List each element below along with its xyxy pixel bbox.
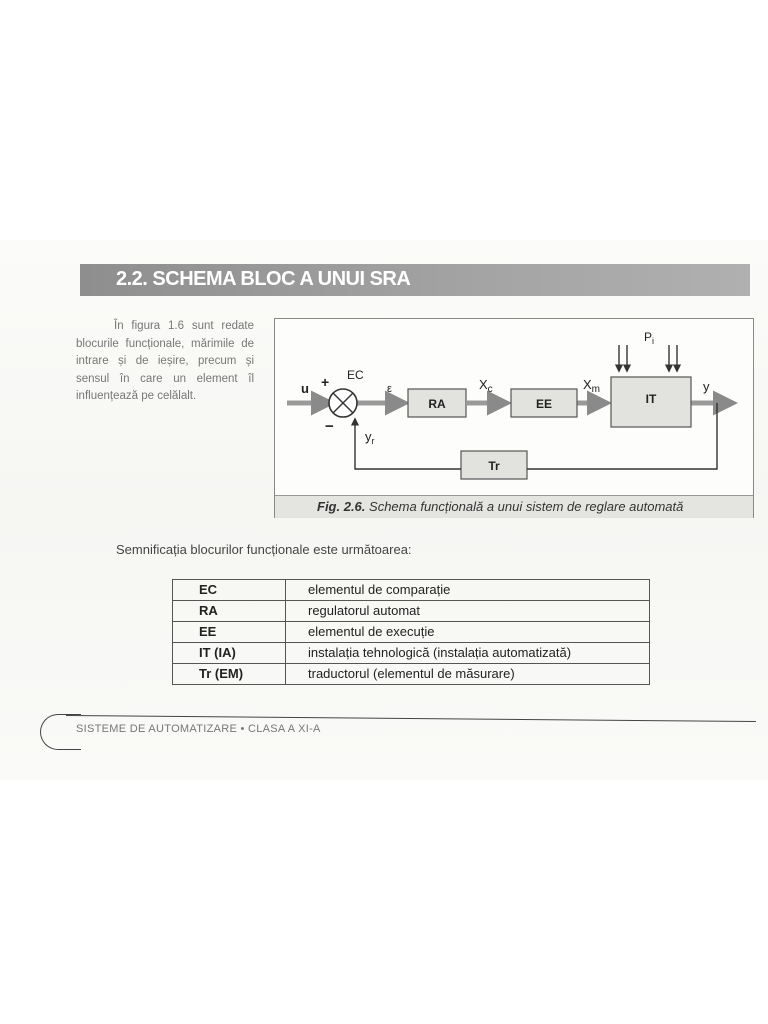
block-diagram: [275, 319, 753, 495]
figure-caption-bar: [275, 495, 753, 518]
figure-caption-label: Fig. 2.6.: [317, 499, 366, 514]
table-cell-abbr: EE: [173, 622, 286, 643]
figure-caption: [317, 499, 683, 514]
table-row: [173, 622, 650, 643]
label-xm: $X_m$: [583, 377, 601, 395]
table-cell-abbr: RA: [173, 601, 286, 622]
table-cell-abbr: IT (IA): [173, 643, 286, 664]
figure-caption-text: Schema funcțională a unui sistem de reglare automată: [369, 499, 684, 514]
block-it-label: IT: [645, 392, 657, 406]
intro-paragraph: În figura 1.6 sunt redate blocurile funcționale, mărimile de intrare și de ieșire, precum și sensul în care un element îl influențează pe celălalt.: [76, 320, 254, 402]
footer-text: SISTEME DE AUTOMATIZARE • CLASA A XI-A: [76, 723, 321, 735]
section-header: [80, 264, 750, 296]
block-tr-label: Tr: [488, 459, 500, 473]
label-pi: $P_i$: [644, 330, 655, 346]
block-ee-label: EE: [535, 397, 553, 411]
table-cell-desc: regulatorul automat: [286, 601, 650, 622]
table-row: [173, 664, 650, 685]
figure-frame: [274, 318, 754, 518]
table-cell-abbr: EC: [173, 580, 286, 601]
table-cell-desc: instalația tehnologică (instalația automatizată): [286, 643, 650, 664]
section-title: 2.2. SCHEMA BLOC A UNUI SRA: [116, 268, 411, 290]
label-epsilon: ε: [387, 383, 392, 395]
label-yr: $y_r$: [365, 429, 375, 446]
label-minus: −: [325, 418, 334, 435]
meaning-intro: Semnificația blocurilor funcționale este următoarea:: [116, 542, 412, 557]
label-y: y: [703, 379, 710, 394]
blocks-table: [172, 579, 650, 685]
table-row: [173, 643, 650, 664]
table-row: [173, 580, 650, 601]
comparator-ec: [329, 389, 357, 417]
disturbance-arrows: [619, 345, 677, 371]
table-cell-desc: elementul de comparație: [286, 580, 650, 601]
label-plus: +: [321, 374, 330, 390]
table-row: [173, 601, 650, 622]
table-cell-desc: traductorul (elementul de măsurare): [286, 664, 650, 685]
table-cell-abbr: Tr (EM): [173, 664, 286, 685]
label-xc: $X_c$: [479, 377, 493, 395]
table-cell-desc: elementul de execuție: [286, 622, 650, 643]
label-u: u: [301, 381, 309, 396]
footer-arc: [40, 714, 81, 750]
block-ra-label: RA: [428, 397, 446, 411]
label-ec: EC: [347, 368, 364, 382]
